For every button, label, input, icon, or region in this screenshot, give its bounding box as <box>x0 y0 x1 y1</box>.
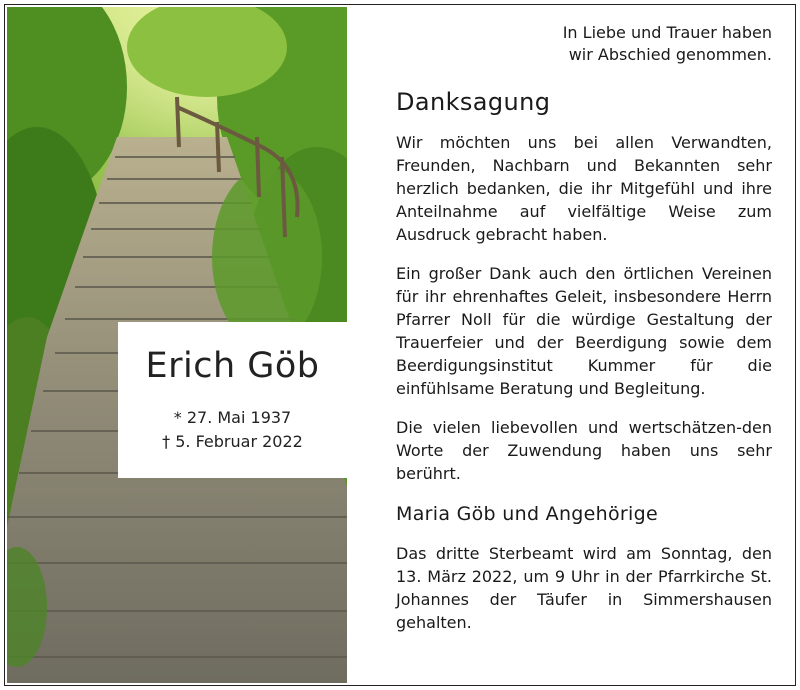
name-card <box>118 322 347 478</box>
heading: Danksagung <box>396 88 551 116</box>
notice-text <box>396 22 772 634</box>
death-date: † 5. Februar 2022 <box>162 432 303 451</box>
life-dates <box>118 406 347 454</box>
birth-date: * 27. Mai 1937 <box>173 408 292 427</box>
signer: Maria Göb und Angehörige <box>396 503 658 525</box>
intro-text <box>396 22 772 66</box>
paragraph-associations: Ein großer Dank auch den örtlichen Vereinen für ihr ehrenhaftes Geleit, insbesondere Herrn Pfarrer Noll für die würdige Gestaltung der Trauerfeier und der Beerdigung sowie dem Beerdigungsinstitut Kummer für die einfühlsame Beratung und Begleitung. <box>396 264 772 398</box>
paragraph-mass: Das dritte Sterbeamt wird am Sonntag, den 13. März 2022, um 9 Uhr in der Pfarrkirche St. Johannes der Täufer in Simmershausen gehalten. <box>396 544 772 632</box>
deceased-name: Erich Göb <box>145 346 320 386</box>
intro-line-1: In Liebe und Trauer haben <box>562 23 772 42</box>
intro-line-2: wir Abschied genommen. <box>568 45 772 64</box>
paragraph-words: Die vielen liebevollen und wertschätzen-den Worte der Zuwendung haben uns sehr berührt. <box>396 418 772 483</box>
paragraph-thanks: Wir möchten uns bei allen Verwandten, Freunden, Nachbarn und Bekannten sehr herzlich bedanken, die ihr Mitgefühl und ihre Anteilnahme auf vielfältige Weise zum Ausdruck gebracht haben. <box>396 133 772 244</box>
